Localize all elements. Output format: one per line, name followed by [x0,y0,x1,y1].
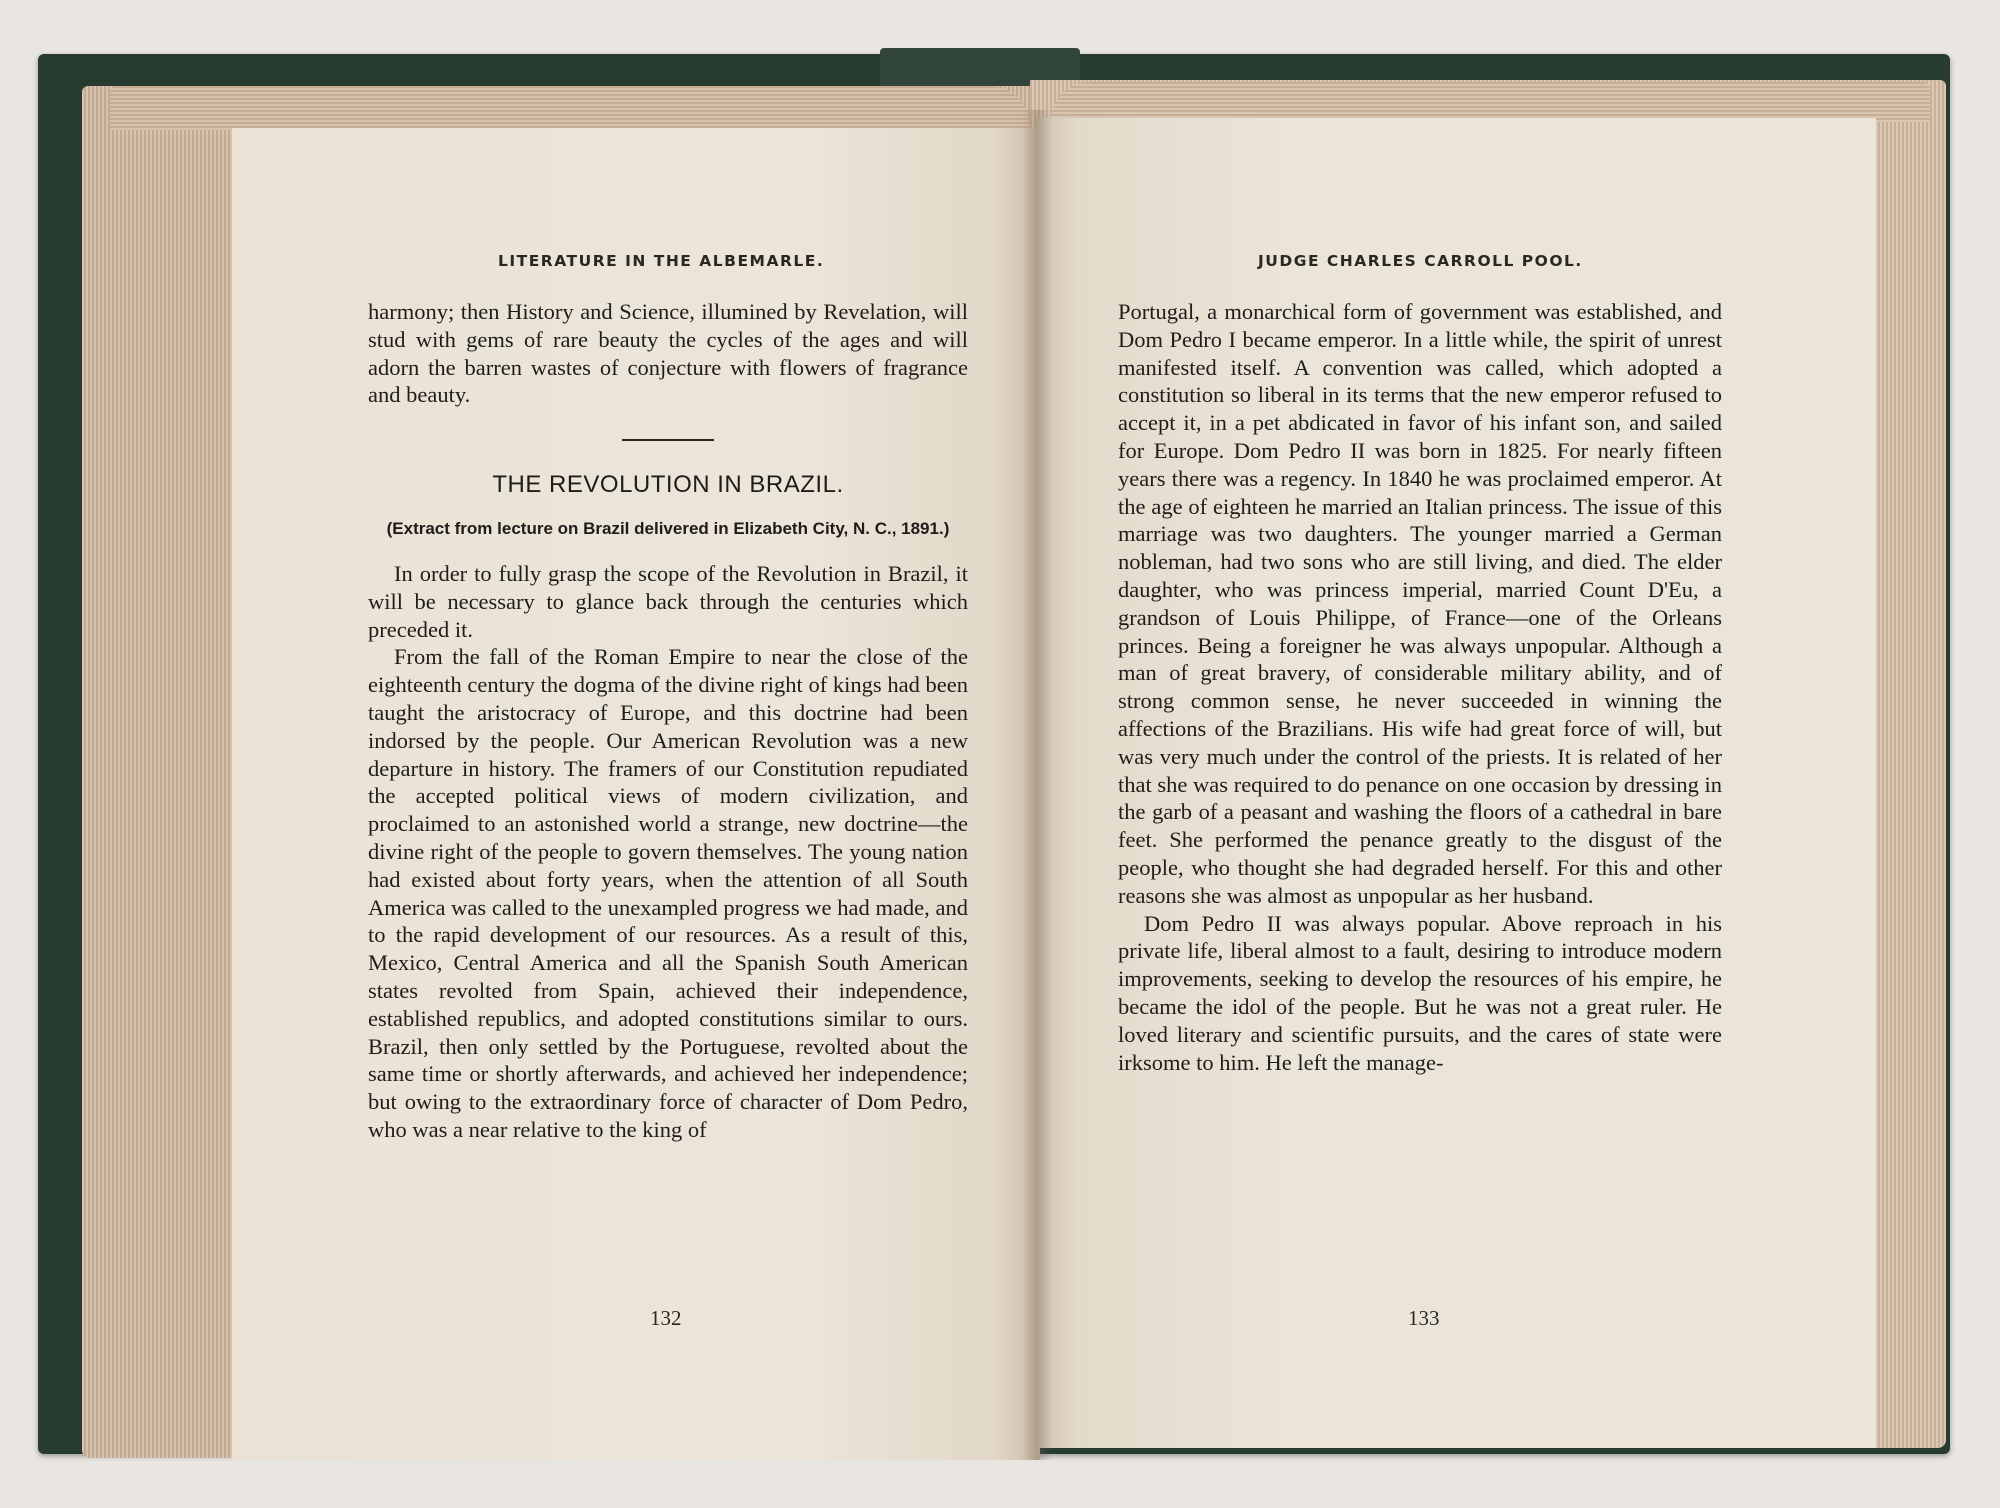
book-gutter [1022,110,1052,1460]
right-paragraph-1: Portugal, a monarchical form of government was established, and Dom Pedro I became emperor. In a little while, the spirit of unrest manifested itself. A convention was called, which adopted a constitution so liberal in its terms that the new emperor refused to accept it, in a pet abdicated in favor of his infant son, and sailed for Europe. Dom Pedro II was born in 1825. For nearly fifteen years there was a regency. In 1840 he was proclaimed emperor. At the age of eighteen he married an Italian princess. The issue of this marriage was two daughters. The younger married a German nobleman, had two sons who are still living, and died. The elder daughter, who was princess imperial, married Count D'Eu, a grandson of Louis Philippe, of France—one of the Orleans princes. Being a foreigner he was always unpopular. Although a man of great bravery, of considerable military ability, and of strong common sense, he never succeeded in winning the affections of the Brazilians. His wife had great force of will, but was very much under the control of the priests. It is related of her that she was required to do penance on one occasion by dressing in the garb of a peasant and washing the floors of a cathedral in bare feet. She performed the penance greatly to the disgust of the people, who thought she had degraded herself. For this and other reasons she was almost as unpopular as her husband. [1118,299,1722,908]
section-divider [622,439,714,441]
left-paragraph-1: In order to fully grasp the scope of the Revolution in Brazil, it will be necessary to glance back through the centuries which preceded it. [368,560,968,642]
section-title: THE REVOLUTION IN BRAZIL. [492,471,844,499]
right-top-edges [1050,82,1930,122]
right-text-block [1118,298,1722,1076]
left-text-block [368,298,968,1144]
left-page-number: 132 [650,1306,682,1330]
right-paragraph-2: Dom Pedro II was always popular. Above reproach in his private life, liberal almost to a fault, desiring to introduce modern improvements, seeking to develop the resources of his empire, he became the idol of the people. But he was not a great ruler. He loved literary and scientific pursuits, and the cares of state were irksome to him. He left the manage- [1118,910,1722,1075]
section-subtitle: (Extract from lecture on Brazil delivered in Elizabeth City, N. C., 1891.) [386,518,950,538]
left-running-head: LITERATURE IN THE ALBEMARLE. [498,252,825,270]
left-top-edges [110,86,1030,130]
left-opening-paragraph: harmony; then History and Science, illumined by Revelation, will stud with gems of rare beauty the cycles of the ages and will adorn the barren wastes of conjecture with flowers of fragrance and beauty. [368,299,968,408]
right-page-number: 133 [1408,1306,1440,1330]
left-paragraph-2: From the fall of the Roman Empire to near the close of the eighteenth century the dogma of the divine right of kings had been taught the aristocracy of Europe, and this doctrine had been indorsed by the people. Our American Revolution was a new departure in history. The framers of our Constitution repudiated the accepted political views of modern civilization, and proclaimed to an astonished world a strange, new doctrine—the divine right of the people to govern themselves. The young nation had existed about forty years, when the attention of all South America was called to the unexampled progress we had made, and to the rapid development of our resources. As a result of this, Mexico, Central America and all the Spanish South American states revolted from Spain, achieved their independence, established republics, and adopted constitutions similar to ours. Brazil, then only settled by the Portuguese, revolted about the same time or shortly afterwards, and achieved her independence; but owing to the extraordinary force of character of Dom Pedro, who was a near relative to the king of [368,644,968,1142]
right-running-head: JUDGE CHARLES CARROLL POOL. [1258,252,1583,270]
